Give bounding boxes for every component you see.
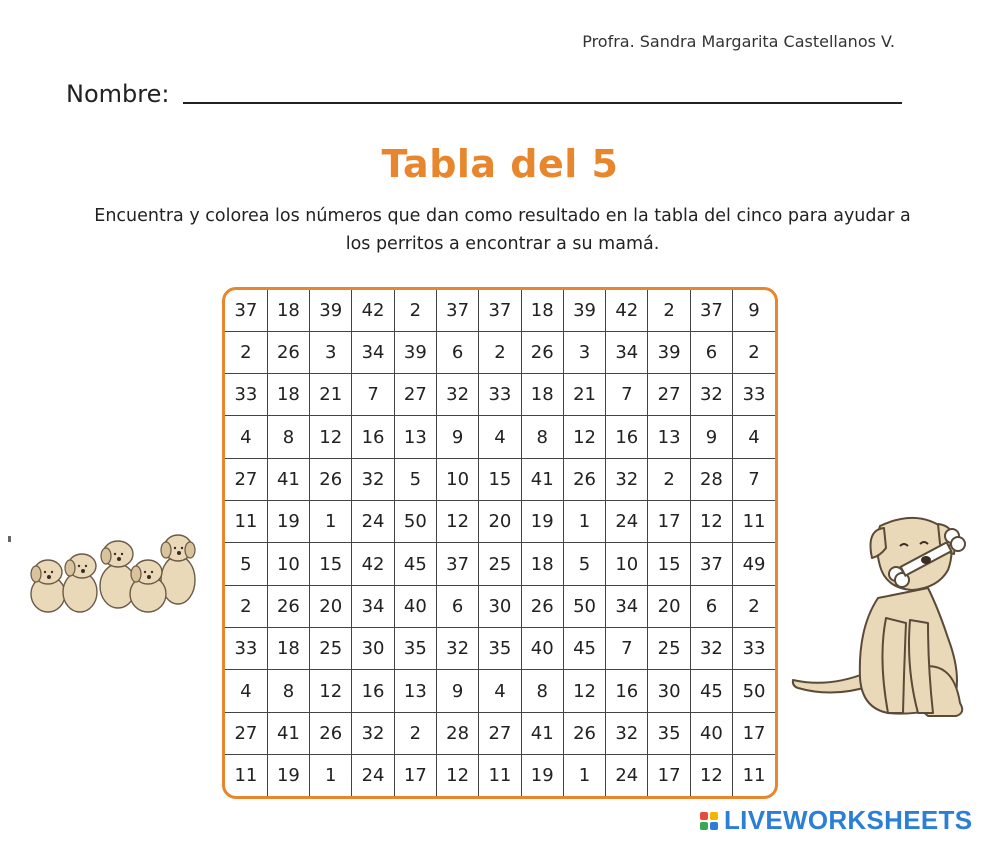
grid-cell[interactable]: 18 (267, 290, 309, 331)
grid-cell[interactable]: 26 (310, 712, 352, 754)
grid-cell[interactable]: 28 (436, 712, 478, 754)
grid-cell[interactable]: 18 (267, 374, 309, 416)
grid-cell[interactable]: 7 (606, 374, 648, 416)
grid-cell[interactable]: 16 (352, 416, 394, 458)
grid-cell[interactable]: 12 (310, 670, 352, 712)
grid-cell[interactable]: 12 (690, 754, 732, 796)
grid-cell[interactable]: 37 (479, 290, 521, 331)
grid-cell[interactable]: 9 (436, 416, 478, 458)
grid-cell[interactable]: 1 (310, 501, 352, 543)
grid-cell[interactable]: 45 (394, 543, 436, 585)
grid-cell[interactable]: 17 (648, 754, 690, 796)
grid-cell[interactable]: 17 (394, 754, 436, 796)
grid-cell[interactable]: 8 (267, 416, 309, 458)
grid-cell[interactable]: 2 (394, 290, 436, 331)
grid-cell[interactable]: 41 (267, 712, 309, 754)
grid-cell[interactable]: 7 (733, 458, 775, 500)
grid-cell[interactable]: 9 (733, 290, 775, 331)
grid-cell[interactable]: 20 (648, 585, 690, 627)
grid-cell[interactable]: 45 (690, 670, 732, 712)
grid-cell[interactable]: 2 (733, 331, 775, 373)
puppies-illustration (18, 528, 210, 618)
grid-cell[interactable]: 30 (479, 585, 521, 627)
grid-cell[interactable]: 9 (436, 670, 478, 712)
grid-cell[interactable]: 26 (563, 458, 605, 500)
grid-cell[interactable]: 18 (521, 374, 563, 416)
grid-cell[interactable]: 4 (225, 416, 267, 458)
name-label: Nombre: (66, 80, 170, 108)
grid-row (225, 628, 775, 670)
grid-cell[interactable]: 5 (563, 543, 605, 585)
grid-cell[interactable]: 50 (563, 585, 605, 627)
grid-cell[interactable]: 2 (225, 331, 267, 373)
grid-cell[interactable]: 13 (648, 416, 690, 458)
grid-cell[interactable]: 37 (436, 543, 478, 585)
stray-mark (8, 536, 11, 542)
grid-cell[interactable]: 49 (733, 543, 775, 585)
grid-cell[interactable]: 2 (733, 585, 775, 627)
grid-cell[interactable]: 40 (394, 585, 436, 627)
grid-cell[interactable]: 24 (606, 501, 648, 543)
grid-cell[interactable]: 8 (521, 670, 563, 712)
grid-cell[interactable]: 25 (648, 628, 690, 670)
grid-cell[interactable]: 24 (352, 754, 394, 796)
grid-cell[interactable]: 32 (690, 628, 732, 670)
grid-cell[interactable]: 41 (521, 712, 563, 754)
grid-row (225, 754, 775, 796)
grid-cell[interactable]: 10 (606, 543, 648, 585)
grid-cell[interactable]: 16 (352, 670, 394, 712)
grid-cell[interactable]: 32 (436, 628, 478, 670)
grid-cell[interactable]: 19 (521, 754, 563, 796)
grid-cell[interactable]: 39 (648, 331, 690, 373)
grid-cell[interactable]: 10 (436, 458, 478, 500)
grid-cell[interactable]: 13 (394, 416, 436, 458)
grid-cell[interactable]: 27 (225, 712, 267, 754)
number-grid (222, 287, 778, 799)
grid-cell[interactable]: 6 (690, 331, 732, 373)
grid-cell[interactable]: 2 (648, 458, 690, 500)
grid-cell[interactable]: 2 (394, 712, 436, 754)
grid-cell[interactable]: 20 (479, 501, 521, 543)
grid-cell[interactable]: 26 (563, 712, 605, 754)
grid-cell[interactable]: 11 (225, 754, 267, 796)
grid-cell[interactable]: 40 (690, 712, 732, 754)
number-grid-table (225, 290, 775, 796)
grid-cell[interactable]: 35 (648, 712, 690, 754)
grid-cell[interactable]: 37 (225, 290, 267, 331)
grid-cell[interactable]: 33 (225, 374, 267, 416)
grid-cell[interactable]: 37 (436, 290, 478, 331)
grid-cell[interactable]: 4 (479, 416, 521, 458)
grid-cell[interactable]: 16 (606, 416, 648, 458)
grid-cell[interactable]: 25 (310, 628, 352, 670)
grid-cell[interactable]: 50 (394, 501, 436, 543)
grid-cell[interactable]: 26 (267, 585, 309, 627)
instructions-text: Encuentra y colorea los números que dan como resultado en la tabla del cinco para ayudar a los perritos a encontrar a su mamá. (94, 206, 911, 254)
liveworksheets-logo-icon (700, 812, 718, 830)
grid-cell[interactable]: 12 (436, 754, 478, 796)
grid-cell[interactable]: 35 (479, 628, 521, 670)
grid-cell[interactable]: 34 (606, 331, 648, 373)
grid-cell[interactable]: 32 (436, 374, 478, 416)
page-title: Tabla del 5 (381, 142, 619, 186)
grid-cell[interactable]: 33 (733, 628, 775, 670)
grid-cell[interactable]: 27 (225, 458, 267, 500)
grid-cell[interactable]: 19 (521, 501, 563, 543)
grid-cell[interactable]: 41 (521, 458, 563, 500)
grid-cell[interactable]: 33 (479, 374, 521, 416)
grid-cell[interactable]: 20 (310, 585, 352, 627)
grid-cell[interactable]: 40 (521, 628, 563, 670)
liveworksheets-brand[interactable] (700, 805, 972, 836)
grid-cell[interactable]: 12 (690, 501, 732, 543)
grid-cell[interactable]: 5 (225, 543, 267, 585)
grid-cell[interactable]: 1 (563, 501, 605, 543)
grid-cell[interactable]: 32 (606, 458, 648, 500)
grid-cell[interactable]: 16 (606, 670, 648, 712)
grid-cell[interactable]: 15 (479, 458, 521, 500)
grid-row (225, 331, 775, 373)
grid-cell[interactable]: 11 (733, 754, 775, 796)
grid-cell[interactable]: 15 (648, 543, 690, 585)
grid-cell[interactable]: 12 (563, 416, 605, 458)
grid-row (225, 374, 775, 416)
grid-cell[interactable]: 19 (267, 754, 309, 796)
grid-cell[interactable]: 30 (352, 628, 394, 670)
grid-cell[interactable]: 11 (733, 501, 775, 543)
grid-cell[interactable]: 3 (310, 331, 352, 373)
grid-cell[interactable]: 6 (690, 585, 732, 627)
grid-cell[interactable]: 27 (479, 712, 521, 754)
grid-cell[interactable]: 39 (310, 290, 352, 331)
grid-cell[interactable]: 34 (606, 585, 648, 627)
grid-cell[interactable]: 28 (690, 458, 732, 500)
grid-cell[interactable]: 17 (648, 501, 690, 543)
grid-cell[interactable]: 27 (394, 374, 436, 416)
grid-cell[interactable]: 24 (606, 754, 648, 796)
grid-cell[interactable]: 4 (225, 670, 267, 712)
grid-cell[interactable]: 26 (521, 585, 563, 627)
grid-row (225, 290, 775, 331)
grid-cell[interactable]: 15 (310, 543, 352, 585)
grid-cell[interactable]: 19 (267, 501, 309, 543)
grid-cell[interactable]: 42 (606, 290, 648, 331)
grid-cell[interactable]: 42 (352, 543, 394, 585)
grid-row (225, 416, 775, 458)
grid-cell[interactable]: 50 (733, 670, 775, 712)
grid-cell[interactable]: 32 (690, 374, 732, 416)
grid-cell[interactable]: 11 (225, 501, 267, 543)
grid-cell[interactable]: 1 (310, 754, 352, 796)
grid-cell[interactable]: 24 (352, 501, 394, 543)
grid-cell[interactable]: 45 (563, 628, 605, 670)
grid-cell[interactable]: 25 (479, 543, 521, 585)
grid-cell[interactable]: 4 (479, 670, 521, 712)
grid-cell[interactable]: 4 (733, 416, 775, 458)
grid-cell[interactable]: 2 (479, 331, 521, 373)
teacher-name: Profra. Sandra Margarita Castellanos V. (582, 32, 895, 51)
brand-text: LIVEWORKSHEETS (724, 805, 973, 835)
grid-cell[interactable]: 2 (225, 585, 267, 627)
grid-cell[interactable]: 6 (436, 331, 478, 373)
grid-cell[interactable]: 32 (352, 458, 394, 500)
grid-row (225, 585, 775, 627)
grid-cell[interactable]: 18 (267, 628, 309, 670)
grid-cell[interactable]: 37 (690, 290, 732, 331)
grid-cell[interactable]: 17 (733, 712, 775, 754)
grid-cell[interactable]: 10 (267, 543, 309, 585)
grid-cell[interactable]: 39 (563, 290, 605, 331)
grid-cell[interactable]: 5 (394, 458, 436, 500)
name-input-line[interactable] (183, 102, 902, 104)
grid-cell[interactable]: 12 (310, 416, 352, 458)
grid-cell[interactable]: 21 (310, 374, 352, 416)
grid-cell[interactable]: 3 (563, 331, 605, 373)
grid-cell[interactable]: 32 (606, 712, 648, 754)
grid-cell[interactable]: 34 (352, 331, 394, 373)
grid-cell[interactable]: 11 (479, 754, 521, 796)
grid-cell[interactable]: 34 (352, 585, 394, 627)
grid-cell[interactable]: 35 (394, 628, 436, 670)
grid-cell[interactable]: 30 (648, 670, 690, 712)
grid-cell[interactable]: 33 (225, 628, 267, 670)
grid-cell[interactable]: 7 (606, 628, 648, 670)
grid-cell[interactable]: 1 (563, 754, 605, 796)
name-row (66, 80, 902, 108)
grid-cell[interactable]: 26 (267, 331, 309, 373)
grid-cell[interactable]: 7 (352, 374, 394, 416)
grid-cell[interactable]: 8 (521, 416, 563, 458)
grid-cell[interactable]: 26 (310, 458, 352, 500)
grid-row (225, 543, 775, 585)
grid-cell[interactable]: 9 (690, 416, 732, 458)
grid-row (225, 712, 775, 754)
grid-cell[interactable]: 8 (267, 670, 309, 712)
grid-cell[interactable]: 33 (733, 374, 775, 416)
grid-cell[interactable]: 6 (436, 585, 478, 627)
grid-cell[interactable]: 13 (394, 670, 436, 712)
grid-cell[interactable]: 32 (352, 712, 394, 754)
grid-cell[interactable]: 18 (521, 290, 563, 331)
grid-row (225, 670, 775, 712)
grid-row (225, 501, 775, 543)
grid-cell[interactable]: 37 (690, 543, 732, 585)
grid-cell[interactable]: 21 (563, 374, 605, 416)
grid-cell[interactable]: 18 (521, 543, 563, 585)
grid-cell[interactable]: 27 (648, 374, 690, 416)
grid-cell[interactable]: 42 (352, 290, 394, 331)
grid-cell[interactable]: 12 (436, 501, 478, 543)
grid-cell[interactable]: 2 (648, 290, 690, 331)
grid-cell[interactable]: 39 (394, 331, 436, 373)
grid-cell[interactable]: 12 (563, 670, 605, 712)
grid-row (225, 458, 775, 500)
grid-cell[interactable]: 26 (521, 331, 563, 373)
grid-cell[interactable]: 41 (267, 458, 309, 500)
mother-dog-illustration (788, 508, 978, 730)
